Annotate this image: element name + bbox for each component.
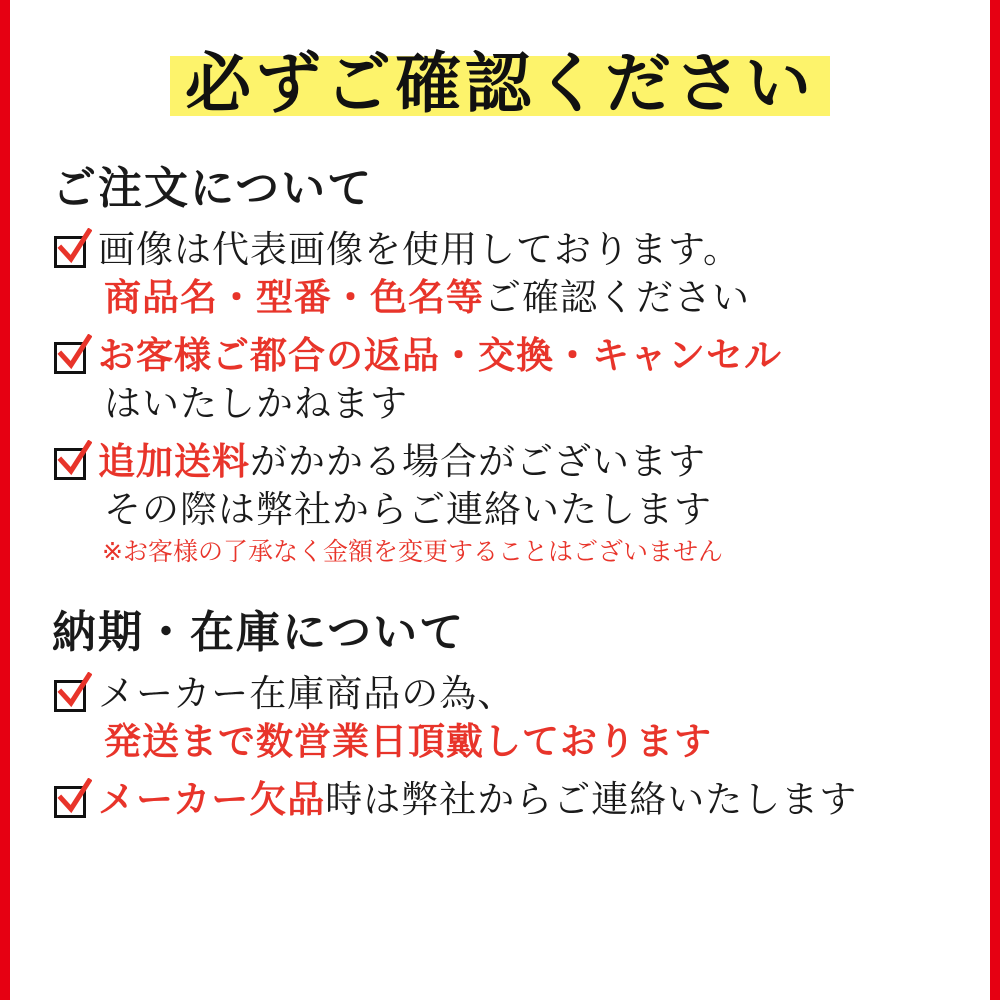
section-heading-order: ご注文について bbox=[52, 163, 374, 214]
list-item bbox=[52, 670, 960, 766]
line-2 bbox=[104, 274, 960, 322]
line-1: メーカー在庫商品の為、 bbox=[98, 672, 516, 715]
line-2-black: ご確認ください bbox=[484, 276, 750, 319]
line-1-red: 追加送料 bbox=[98, 440, 250, 483]
list-item-text bbox=[98, 670, 960, 766]
notice-content bbox=[10, 0, 990, 1000]
line-1-black: 時は弊社からご連絡いたします bbox=[325, 778, 858, 821]
page-title-text: 必ずご確認ください bbox=[185, 45, 815, 122]
line-1-red: メーカー欠品 bbox=[98, 778, 326, 821]
checkbox-checked-icon bbox=[52, 232, 92, 272]
line-2: はいたしかねます bbox=[104, 382, 408, 425]
line-1: お客様ご都合の返品・交換・キャンセル bbox=[98, 334, 782, 377]
left-red-border bbox=[0, 0, 10, 1000]
line-2: その際は弊社からご連絡いたします bbox=[104, 488, 712, 531]
checkbox-checked-icon bbox=[52, 444, 92, 484]
list-item-text bbox=[98, 776, 960, 824]
list-item bbox=[52, 332, 960, 428]
line-1 bbox=[98, 776, 960, 824]
line-2-red: 商品名・型番・色名等 bbox=[104, 276, 484, 319]
line-2: 発送まで数営業日頂戴しております bbox=[104, 720, 712, 763]
line-1-black: がかかる場合がございます bbox=[250, 440, 706, 483]
list-item bbox=[52, 226, 960, 322]
list-item-text bbox=[98, 332, 960, 428]
checkbox-checked-icon bbox=[52, 338, 92, 378]
section-heading-delivery: 納期・在庫について bbox=[52, 607, 466, 658]
list-item bbox=[52, 438, 960, 570]
checkbox-checked-icon bbox=[52, 676, 92, 716]
line-1 bbox=[98, 438, 960, 486]
line-1: 画像は代表画像を使用しております。 bbox=[98, 228, 742, 271]
item-note: ※お客様の了承なく金額を変更することはございません bbox=[102, 537, 723, 566]
right-red-border bbox=[990, 0, 1000, 1000]
list-item-text bbox=[98, 226, 960, 322]
list-item bbox=[52, 776, 960, 824]
page-title bbox=[40, 34, 960, 134]
checkbox-checked-icon bbox=[52, 782, 92, 822]
list-item-text bbox=[98, 438, 960, 570]
